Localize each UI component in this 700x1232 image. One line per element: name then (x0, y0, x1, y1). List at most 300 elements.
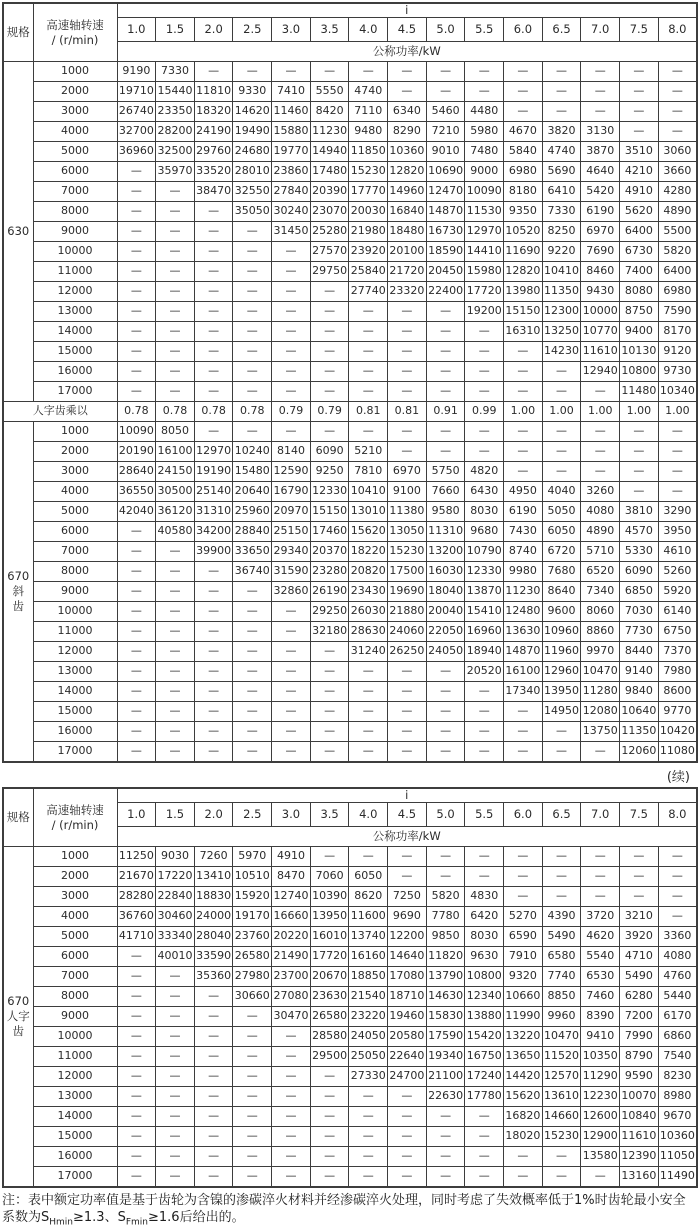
power-cell: — (426, 302, 465, 322)
power-cell: — (117, 282, 156, 302)
power-cell: — (156, 382, 195, 402)
data-row (3, 1027, 697, 1047)
power-cell: — (233, 1147, 272, 1167)
power-cell: — (117, 1127, 156, 1147)
speed-cell: 7000 (33, 182, 117, 202)
power-cell: 11490 (658, 1167, 697, 1188)
power-cell: 33650 (233, 542, 272, 562)
power-cell: 11600 (349, 907, 388, 927)
power-cell: 10510 (233, 867, 272, 887)
power-cell: 20640 (233, 482, 272, 502)
power-cell: — (194, 1067, 233, 1087)
power-cell: — (620, 422, 659, 442)
power-cell: 13220 (504, 1027, 543, 1047)
power-cell: — (465, 382, 504, 402)
speed-cell: 9000 (33, 1007, 117, 1027)
power-cell: 25280 (310, 222, 349, 242)
power-cell: — (542, 867, 581, 887)
power-cell: — (233, 282, 272, 302)
power-cell: 11350 (620, 722, 659, 742)
power-cell: — (504, 102, 543, 122)
power-cell: 5980 (465, 122, 504, 142)
power-cell: — (426, 682, 465, 702)
power-cell: 22050 (426, 622, 465, 642)
power-cell: — (117, 1107, 156, 1127)
power-cell: 9430 (581, 282, 620, 302)
speed-cell: 7000 (33, 967, 117, 987)
multiplier-cell: 0.78 (194, 402, 233, 422)
multiplier-cell: 1.00 (581, 402, 620, 422)
power-cell: — (272, 662, 311, 682)
power-cell: 4830 (465, 887, 504, 907)
power-cell: — (542, 442, 581, 462)
power-cell: 10840 (620, 1107, 659, 1127)
ratio-column-header: 7.0 (581, 803, 620, 827)
power-cell: 10360 (658, 1127, 697, 1147)
power-cell: — (658, 442, 697, 462)
power-cell: 6090 (310, 442, 349, 462)
power-cell: 23220 (349, 1007, 388, 1027)
ratio-column-header: 5.0 (426, 803, 465, 827)
power-cell: — (504, 867, 543, 887)
power-cell: — (542, 462, 581, 482)
power-cell: — (620, 442, 659, 462)
power-cell: — (620, 887, 659, 907)
power-cell: 10800 (620, 362, 659, 382)
power-cell: — (349, 742, 388, 763)
power-cell: 18480 (388, 222, 427, 242)
data-row (3, 222, 697, 242)
speed-cell: 3000 (33, 462, 117, 482)
power-cell: 23320 (388, 282, 427, 302)
power-cell: 5260 (658, 562, 697, 582)
power-cell: — (542, 742, 581, 763)
power-cell: — (194, 242, 233, 262)
power-cell: 11480 (620, 382, 659, 402)
power-cell: 15920 (233, 887, 272, 907)
power-cell: 6190 (581, 202, 620, 222)
power-cell: 13630 (504, 622, 543, 642)
power-cell: 21490 (272, 947, 311, 967)
power-cell: 35360 (194, 967, 233, 987)
power-cell: — (272, 1047, 311, 1067)
power-cell: 14620 (233, 102, 272, 122)
power-cell: 36740 (233, 562, 272, 582)
multiplier-cell: 0.79 (272, 402, 311, 422)
ratio-column-header: 3.5 (310, 18, 349, 42)
power-cell: 5970 (233, 847, 272, 867)
power-cell: — (388, 702, 427, 722)
power-cell: 20820 (349, 562, 388, 582)
power-cell: — (194, 582, 233, 602)
power-cell: 11690 (504, 242, 543, 262)
power-cell: — (542, 422, 581, 442)
speed-cell: 4000 (33, 907, 117, 927)
power-cell: 9960 (542, 1007, 581, 1027)
power-cell: 7340 (581, 582, 620, 602)
power-cell: 20030 (349, 202, 388, 222)
power-cell: 17780 (465, 1087, 504, 1107)
note-sub-hmin: Hmin (49, 1217, 74, 1228)
power-cell: 18020 (504, 1127, 543, 1147)
power-cell: 8030 (465, 502, 504, 522)
note-text-2: ≥1.3、S (73, 1210, 126, 1225)
power-cell: — (620, 62, 659, 82)
power-cell: 12740 (272, 887, 311, 907)
power-cell: — (465, 322, 504, 342)
power-cell: 11460 (272, 102, 311, 122)
power-cell: — (426, 382, 465, 402)
power-cell: 12060 (620, 742, 659, 763)
power-cell: 14940 (310, 142, 349, 162)
power-cell: 7660 (426, 482, 465, 502)
power-cell: — (117, 382, 156, 402)
power-cell: 10470 (581, 662, 620, 682)
power-cell: — (272, 262, 311, 282)
power-cell: — (542, 382, 581, 402)
power-cell: 14960 (388, 182, 427, 202)
power-cell: 9250 (310, 462, 349, 482)
table1-mount (2, 2, 698, 763)
speed-cell: 11000 (33, 262, 117, 282)
power-cell: — (272, 62, 311, 82)
power-cell: — (117, 322, 156, 342)
power-cell: — (504, 362, 543, 382)
power-cell: 5550 (310, 82, 349, 102)
power-cell: 6340 (388, 102, 427, 122)
speed-cell: 4000 (33, 122, 117, 142)
power-cell: 33340 (156, 927, 195, 947)
multiplier-cell: 1.00 (542, 402, 581, 422)
power-cell: 7540 (658, 1047, 697, 1067)
data-row (3, 1047, 697, 1067)
speed-cell: 15000 (33, 702, 117, 722)
power-cell: — (426, 847, 465, 867)
power-cell: 23860 (272, 162, 311, 182)
power-cell: — (272, 722, 311, 742)
power-cell: — (233, 622, 272, 642)
power-cell: — (117, 987, 156, 1007)
power-cell: 32500 (156, 142, 195, 162)
power-cell: 23920 (349, 242, 388, 262)
power-cell: 3260 (581, 482, 620, 502)
power-cell: 10660 (504, 987, 543, 1007)
power-cell: 17720 (465, 282, 504, 302)
multiplier-cell: 0.78 (233, 402, 272, 422)
power-cell: — (388, 302, 427, 322)
power-cell: 12940 (581, 362, 620, 382)
power-cell: — (426, 82, 465, 102)
power-cell: — (233, 1127, 272, 1147)
power-cell: — (310, 742, 349, 763)
power-cell: 3920 (620, 927, 659, 947)
power-cell: 10960 (542, 622, 581, 642)
power-cell: — (426, 742, 465, 763)
power-cell: 28010 (233, 162, 272, 182)
power-cell: — (194, 987, 233, 1007)
power-cell: — (426, 442, 465, 462)
power-cell: 10000 (581, 302, 620, 322)
power-cell: 9690 (388, 907, 427, 927)
power-cell: 6980 (504, 162, 543, 182)
power-cell: 12080 (581, 702, 620, 722)
power-cell: 4950 (504, 482, 543, 502)
power-cell: 32860 (272, 582, 311, 602)
power-cell: 14870 (504, 642, 543, 662)
power-cell: 12470 (426, 182, 465, 202)
data-row (3, 562, 697, 582)
power-cell: 13870 (465, 582, 504, 602)
power-cell: 23430 (349, 582, 388, 602)
speed-cell: 16000 (33, 362, 117, 382)
power-cell: 20450 (426, 262, 465, 282)
power-cell: — (388, 362, 427, 382)
power-cell: — (272, 1107, 311, 1127)
spec-line: 人字 (6, 1009, 30, 1023)
power-cell: — (117, 522, 156, 542)
multiplier-cell: 0.81 (388, 402, 427, 422)
power-cell: — (194, 342, 233, 362)
power-cell: 9400 (620, 322, 659, 342)
table2-mount (2, 787, 698, 1188)
power-cell: 8050 (156, 422, 195, 442)
power-cell: 24060 (388, 622, 427, 642)
power-cell: 8030 (465, 927, 504, 947)
power-cell: 33590 (194, 947, 233, 967)
power-cell: 11080 (658, 742, 697, 763)
power-cell: 7400 (620, 262, 659, 282)
speed-cell: 13000 (33, 302, 117, 322)
power-cell: — (310, 342, 349, 362)
power-cell: — (620, 867, 659, 887)
power-cell: 15420 (465, 1027, 504, 1047)
power-cell: 10800 (465, 967, 504, 987)
speed-cell: 8000 (33, 202, 117, 222)
power-cell: 10350 (581, 1047, 620, 1067)
data-row (3, 722, 697, 742)
speed-cell: 8000 (33, 562, 117, 582)
data-row (3, 1087, 697, 1107)
power-cell: — (542, 847, 581, 867)
data-row (3, 1007, 697, 1027)
power-cell: 3510 (620, 142, 659, 162)
power-cell: 16790 (272, 482, 311, 502)
power-cell: 23350 (156, 102, 195, 122)
power-cell: 16820 (504, 1107, 543, 1127)
power-cell: — (349, 362, 388, 382)
power-cell: 4640 (581, 162, 620, 182)
power-cell: 14420 (504, 1067, 543, 1087)
power-cell: — (156, 362, 195, 382)
data-row (3, 422, 697, 442)
speed-cell: 6000 (33, 947, 117, 967)
power-cell: — (426, 362, 465, 382)
power-cell: 17720 (310, 947, 349, 967)
power-cell: 4080 (581, 502, 620, 522)
power-cell: — (426, 322, 465, 342)
power-cell: 4620 (581, 927, 620, 947)
power-cell: 17220 (156, 867, 195, 887)
power-cell: 10390 (310, 887, 349, 907)
power-cell: 11850 (349, 142, 388, 162)
power-cell: 39900 (194, 542, 233, 562)
power-cell: 24050 (426, 642, 465, 662)
data-row (3, 582, 697, 602)
power-cell: 7680 (542, 562, 581, 582)
power-cell: 8850 (542, 987, 581, 1007)
speed-cell: 10000 (33, 602, 117, 622)
power-cell: — (310, 322, 349, 342)
power-cell: 18940 (465, 642, 504, 662)
data-row (3, 867, 697, 887)
power-cell: — (465, 342, 504, 362)
spec-line: 斜 (12, 584, 24, 598)
speed-cell: 15000 (33, 342, 117, 362)
data-row (3, 62, 697, 82)
ratio-column-header: 3.0 (272, 18, 311, 42)
power-cell: — (310, 1107, 349, 1127)
power-cell: — (117, 702, 156, 722)
power-cell: — (465, 702, 504, 722)
power-cell: 26030 (349, 602, 388, 622)
power-cell: 4710 (620, 947, 659, 967)
power-cell: — (194, 362, 233, 382)
power-cell: — (349, 1127, 388, 1147)
power-cell: 25840 (349, 262, 388, 282)
power-cell: 20520 (465, 662, 504, 682)
power-cell: — (658, 82, 697, 102)
power-cell: — (117, 742, 156, 763)
power-cell: 5840 (504, 142, 543, 162)
power-cell: 7210 (426, 122, 465, 142)
ratio-column-header: 6.0 (504, 803, 543, 827)
power-cell: 15830 (426, 1007, 465, 1027)
power-cell: 7330 (542, 202, 581, 222)
power-cell: — (388, 1087, 427, 1107)
power-cell: 24190 (194, 122, 233, 142)
power-cell: — (233, 242, 272, 262)
power-cell: 22640 (388, 1047, 427, 1067)
power-cell: 23630 (310, 987, 349, 1007)
power-cell: 16660 (272, 907, 311, 927)
data-row (3, 362, 697, 382)
data-row (3, 122, 697, 142)
power-cell: — (233, 1067, 272, 1087)
power-cell: — (310, 702, 349, 722)
power-cell: 13950 (310, 907, 349, 927)
speed-cell: 9000 (33, 582, 117, 602)
power-cell: 3130 (581, 122, 620, 142)
power-cell: 20580 (388, 1027, 427, 1047)
data-row (3, 542, 697, 562)
power-cell: 35970 (156, 162, 195, 182)
power-cell: — (388, 1147, 427, 1167)
power-cell: — (310, 1087, 349, 1107)
power-cell: 5820 (426, 887, 465, 907)
speed-cell: 5000 (33, 502, 117, 522)
power-cell: 5490 (620, 967, 659, 987)
power-cell: 10420 (658, 722, 697, 742)
power-cell: — (156, 242, 195, 262)
power-cell: 6050 (542, 522, 581, 542)
multiplier-label: 人字齿乘以 (3, 402, 117, 422)
spec-line: 670 (7, 569, 30, 583)
power-cell: 9850 (426, 927, 465, 947)
power-cell: — (658, 847, 697, 867)
power-cell: 27080 (272, 987, 311, 1007)
power-cell: 9840 (620, 682, 659, 702)
power-cell: 12970 (194, 442, 233, 462)
power-cell: — (504, 702, 543, 722)
power-cell: 29340 (272, 542, 311, 562)
herringbone-multiplier-row (3, 402, 697, 422)
power-cell: 20970 (272, 502, 311, 522)
power-cell: 15480 (233, 462, 272, 482)
power-cell: 14640 (388, 947, 427, 967)
multiplier-cell: 1.00 (504, 402, 543, 422)
power-cell: 4390 (542, 907, 581, 927)
power-cell: — (349, 1107, 388, 1127)
power-cell: — (658, 482, 697, 502)
power-cell: — (156, 322, 195, 342)
power-cell: — (117, 1167, 156, 1188)
power-cell: — (194, 562, 233, 582)
power-cell: — (349, 422, 388, 442)
power-cell: — (156, 222, 195, 242)
power-cell: 16030 (426, 562, 465, 582)
power-cell: 7980 (658, 662, 697, 682)
speed-cell: 12000 (33, 1067, 117, 1087)
power-cell: — (310, 362, 349, 382)
power-cell: 10340 (658, 382, 697, 402)
speed-cell: 2000 (33, 442, 117, 462)
power-cell: 3870 (581, 142, 620, 162)
power-cell: — (117, 242, 156, 262)
power-cell: — (156, 967, 195, 987)
power-cell: 24680 (233, 142, 272, 162)
data-row (3, 947, 697, 967)
power-cell: — (658, 887, 697, 907)
power-cell: 6400 (620, 222, 659, 242)
power-cell: — (156, 987, 195, 1007)
power-cell: 14410 (465, 242, 504, 262)
power-cell: — (233, 702, 272, 722)
power-cell: 15410 (465, 602, 504, 622)
power-cell: 10410 (542, 262, 581, 282)
power-cell: 16010 (310, 927, 349, 947)
power-cell: 20220 (272, 927, 311, 947)
power-cell: 12960 (542, 662, 581, 682)
power-cell: 9590 (620, 1067, 659, 1087)
data-row (3, 282, 697, 302)
speed-cell: 2000 (33, 867, 117, 887)
power-cell: — (658, 102, 697, 122)
power-cell: 3660 (658, 162, 697, 182)
power-cell: 16100 (156, 442, 195, 462)
power-cell: 26740 (117, 102, 156, 122)
power-cell: 17080 (388, 967, 427, 987)
power-cell: 8860 (581, 622, 620, 642)
power-cell: 5270 (504, 907, 543, 927)
power-cell: 31240 (349, 642, 388, 662)
power-cell: 28200 (156, 122, 195, 142)
speed-cell: 3000 (33, 102, 117, 122)
power-cell: 3060 (658, 142, 697, 162)
power-cell: 8250 (542, 222, 581, 242)
speed-cell: 16000 (33, 1147, 117, 1167)
data-row (3, 342, 697, 362)
power-cell: 12330 (465, 562, 504, 582)
